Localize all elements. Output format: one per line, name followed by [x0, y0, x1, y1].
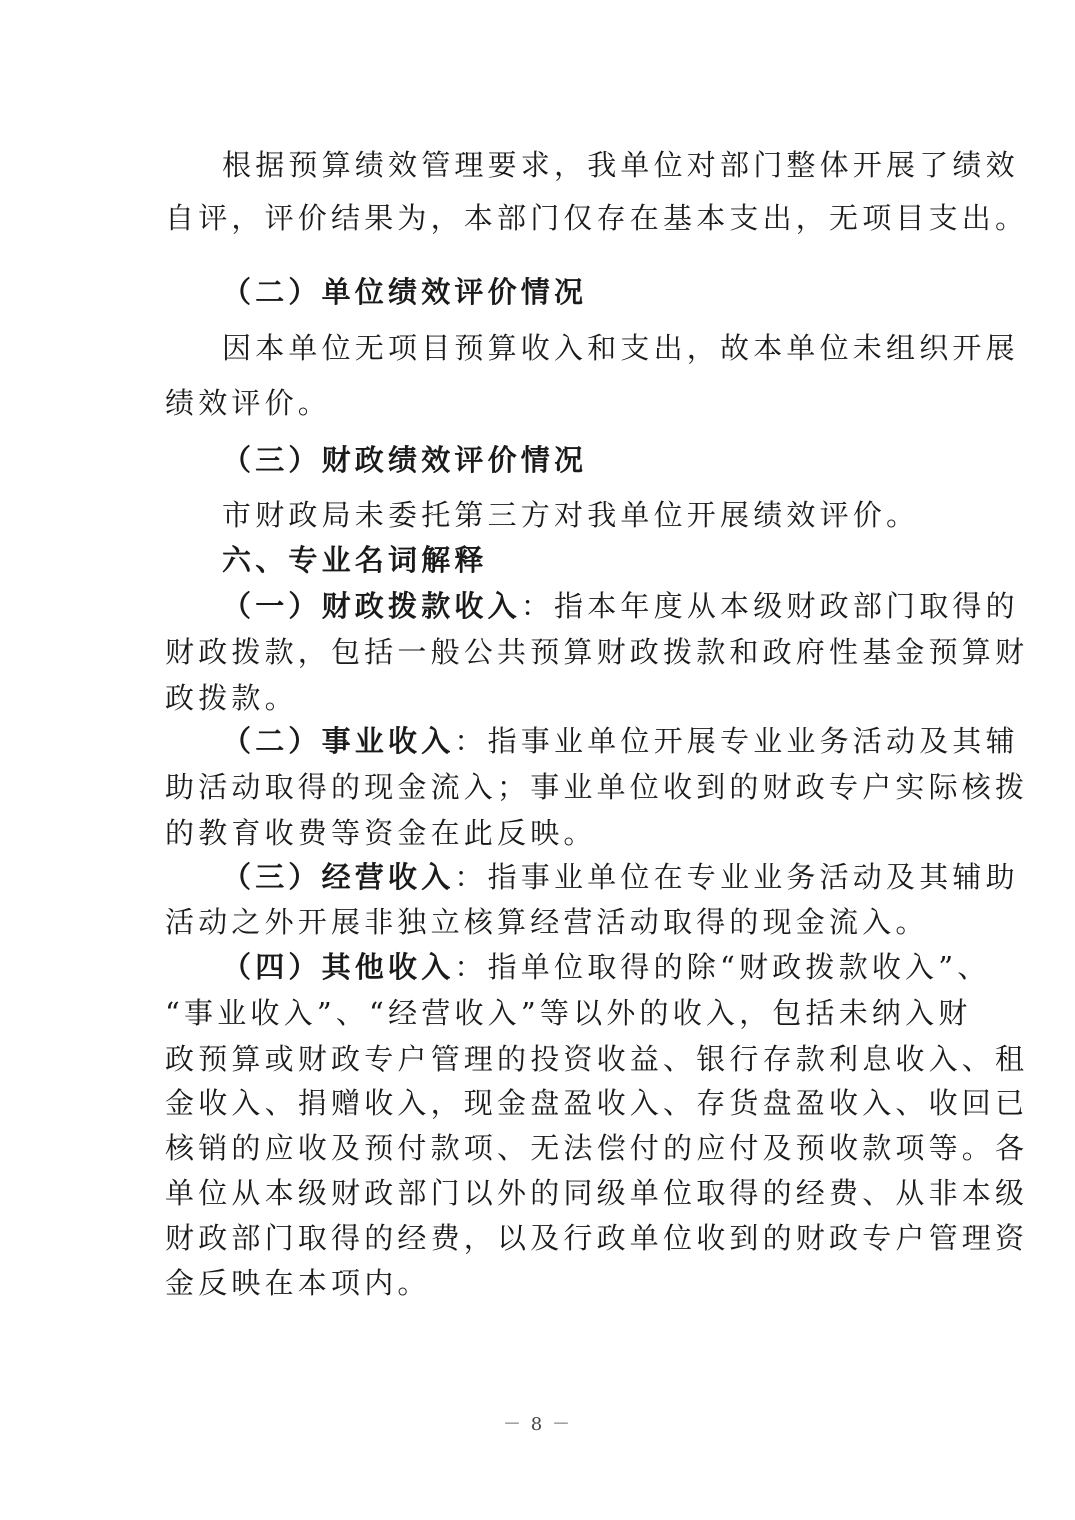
glossary-item-4-term: （四）其他收入 [222, 950, 455, 984]
glossary-item-1-text: ：指本年度从本级财政部门取得的 [520, 589, 1019, 623]
glossary-item-4-text: ：指单位取得的除“财政拨款收入”、 [454, 950, 991, 984]
unit-eval-line-1: 因本单位无项目预算收入和支出，故本单位未组织开展 [222, 331, 1019, 365]
finance-eval-heading: （三）财政绩效评价情况 [222, 443, 588, 477]
glossary-item-4-line-6: 单位从本级财政部门以外的同级单位取得的经费、从非本级 [165, 1176, 1029, 1210]
unit-eval-line-2: 绩效评价。 [165, 386, 332, 420]
glossary-item-4-line-4: 金收入、捐赠收入，现金盘盈收入、存货盘盈收入、收回已 [165, 1086, 1029, 1120]
glossary-item-1-line-3: 政拨款。 [165, 681, 298, 715]
unit-eval-heading: （二）单位绩效评价情况 [222, 275, 588, 309]
glossary-item-4-line-5: 核销的应收及预付款项、无法偿付的应付及预收款项等。各 [165, 1131, 1029, 1165]
overall-eval-line-1: 根据预算绩效管理要求，我单位对部门整体开展了绩效 [222, 148, 1019, 182]
glossary-item-2-term: （二）事业收入 [222, 724, 455, 758]
glossary-item-3-first-line [222, 857, 1019, 897]
glossary-item-2-line-2: 助活动取得的现金流入；事业单位收到的财政专户实际核拨 [165, 770, 1029, 804]
glossary-item-4-line-8: 金反映在本项内。 [165, 1266, 431, 1300]
glossary-item-2-text: ：指事业单位开展专业业务活动及其辅 [454, 724, 1019, 758]
glossary-item-4-first-line [222, 947, 991, 987]
glossary-item-3-text: ：指事业单位在专业业务活动及其辅助 [454, 860, 1019, 894]
glossary-item-4-line-7: 财政部门取得的经费，以及行政单位收到的财政专户管理资 [165, 1221, 1029, 1255]
glossary-item-1-term: （一）财政拨款收入 [222, 589, 521, 623]
glossary-heading: 六、专业名词解释 [222, 543, 488, 577]
glossary-item-1-line-2: 财政拨款，包括一般公共预算财政拨款和政府性基金预算财 [165, 635, 1029, 669]
glossary-item-2-line-3: 的教育收费等资金在此反映。 [165, 816, 597, 850]
page-number: － 8 － [503, 1414, 572, 1435]
finance-eval-line-1: 市财政局未委托第三方对我单位开展绩效评价。 [222, 498, 920, 532]
glossary-item-4-line-2: “事业收入”、“经营收入”等以外的收入，包括未纳入财 [165, 996, 972, 1030]
glossary-item-2-first-line [222, 721, 1019, 761]
glossary-item-4-line-3: 政预算或财政专户管理的投资收益、银行存款利息收入、租 [165, 1042, 1029, 1076]
glossary-item-3-line-2: 活动之外开展非独立核算经营活动取得的现金流入。 [165, 905, 929, 939]
glossary-item-1-first-line [222, 586, 1019, 626]
overall-eval-line-2: 自评，评价结果为，本部门仅存在基本支出，无项目支出。 [165, 201, 1029, 235]
glossary-item-3-term: （三）经营收入 [222, 860, 455, 894]
